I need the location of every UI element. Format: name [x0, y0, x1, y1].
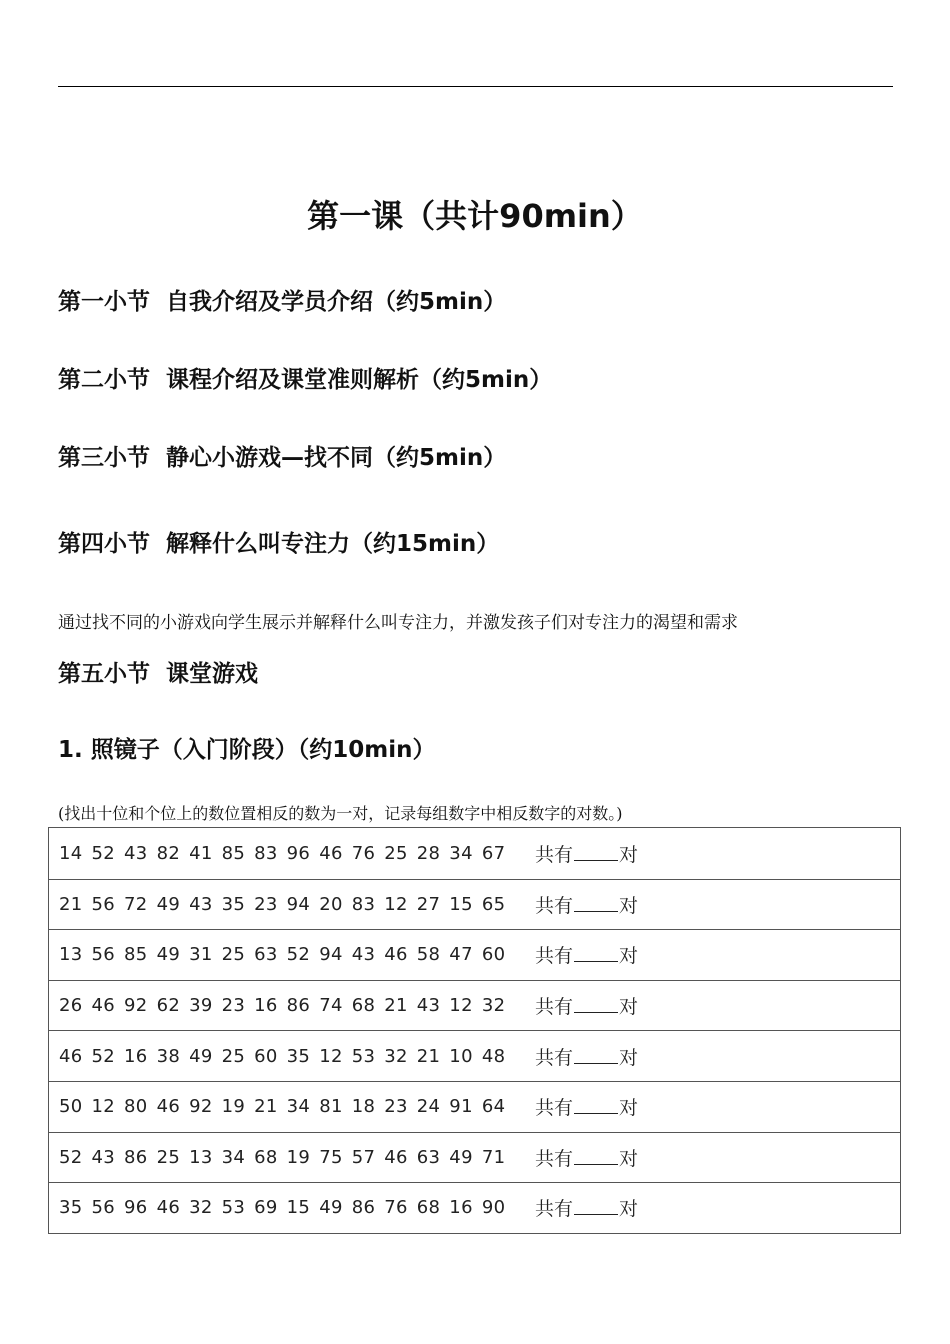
row-numbers: 52 43 86 25 13 34 68 19 75 57 46 63 49 71 [59, 1146, 506, 1168]
answer-field[interactable]: 共有 对 [535, 1097, 639, 1120]
row-numbers: 26 46 92 62 39 23 16 86 74 68 21 43 12 32 [59, 995, 506, 1017]
table-row [49, 929, 900, 980]
answer-field[interactable]: 共有 对 [535, 1046, 639, 1069]
section-3-heading [58, 441, 506, 475]
section-4-heading [58, 527, 499, 561]
section-5-number: 第五小节 [58, 661, 150, 687]
table-row [49, 1081, 900, 1132]
answer-blank[interactable] [574, 1095, 618, 1114]
section-1-text: 自我介绍及学员介绍（约5min） [166, 289, 507, 315]
game-1-title: 1. 照镜子（入门阶段）（约10min） [58, 737, 436, 763]
header-rule [58, 86, 893, 87]
table-row [49, 1132, 900, 1183]
answer-field[interactable]: 共有 对 [535, 1198, 639, 1221]
answer-field[interactable]: 共有 对 [535, 894, 639, 917]
answer-field[interactable]: 共有 对 [535, 843, 639, 866]
answer-blank[interactable] [574, 893, 618, 912]
answer-field[interactable]: 共有 对 [535, 996, 639, 1019]
section-2-number: 第二小节 [58, 367, 150, 393]
answer-blank[interactable] [574, 994, 618, 1013]
row-numbers: 35 56 96 46 32 53 69 15 49 86 76 68 16 90 [59, 1197, 506, 1219]
section-4-number: 第四小节 [58, 531, 150, 557]
table-row [49, 828, 900, 879]
answer-field[interactable]: 共有 对 [535, 1147, 639, 1170]
row-numbers: 46 52 16 38 49 25 60 35 12 53 32 21 10 48 [59, 1045, 506, 1067]
row-numbers: 21 56 72 49 43 35 23 94 20 83 12 27 15 65 [59, 893, 506, 915]
section-5-heading [58, 657, 258, 691]
row-numbers: 14 52 43 82 41 85 83 96 46 76 25 28 34 67 [59, 842, 506, 864]
section-3-number: 第三小节 [58, 445, 150, 471]
answer-blank[interactable] [574, 943, 618, 962]
row-numbers: 13 56 85 49 31 25 63 52 94 43 46 58 47 60 [59, 944, 506, 966]
section-1-number: 第一小节 [58, 289, 150, 315]
table-row [49, 980, 900, 1031]
game-1-instructions: (找出十位和个位上的数位置相反的数为一对，记录每组数字中相反数字的对数。) [58, 804, 623, 823]
section-4-text: 解释什么叫专注力（约15min） [166, 531, 500, 557]
row-numbers: 50 12 80 46 92 19 21 34 81 18 23 24 91 64 [59, 1096, 506, 1118]
answer-blank[interactable] [574, 1196, 618, 1215]
section-5-text: 课堂游戏 [166, 661, 258, 687]
answer-blank[interactable] [574, 1146, 618, 1165]
section-3-text: 静心小游戏—找不同（约5min） [166, 445, 507, 471]
section-2-text: 课程介绍及课堂准则解析（约5min） [166, 367, 553, 393]
section-2-heading [58, 363, 552, 397]
page-title: 第一课（共计90min） [307, 197, 643, 235]
section-1-heading [58, 285, 506, 319]
section-4-description: 通过找不同的小游戏向学生展示并解释什么叫专注力，并激发孩子们对专注力的渴望和需求 [58, 613, 738, 633]
answer-blank[interactable] [574, 842, 618, 861]
answer-blank[interactable] [574, 1045, 618, 1064]
table-row [49, 879, 900, 930]
number-pairs-table [48, 827, 901, 1234]
table-row [49, 1030, 900, 1081]
table-row [49, 1182, 900, 1233]
answer-field[interactable]: 共有 对 [535, 945, 639, 968]
